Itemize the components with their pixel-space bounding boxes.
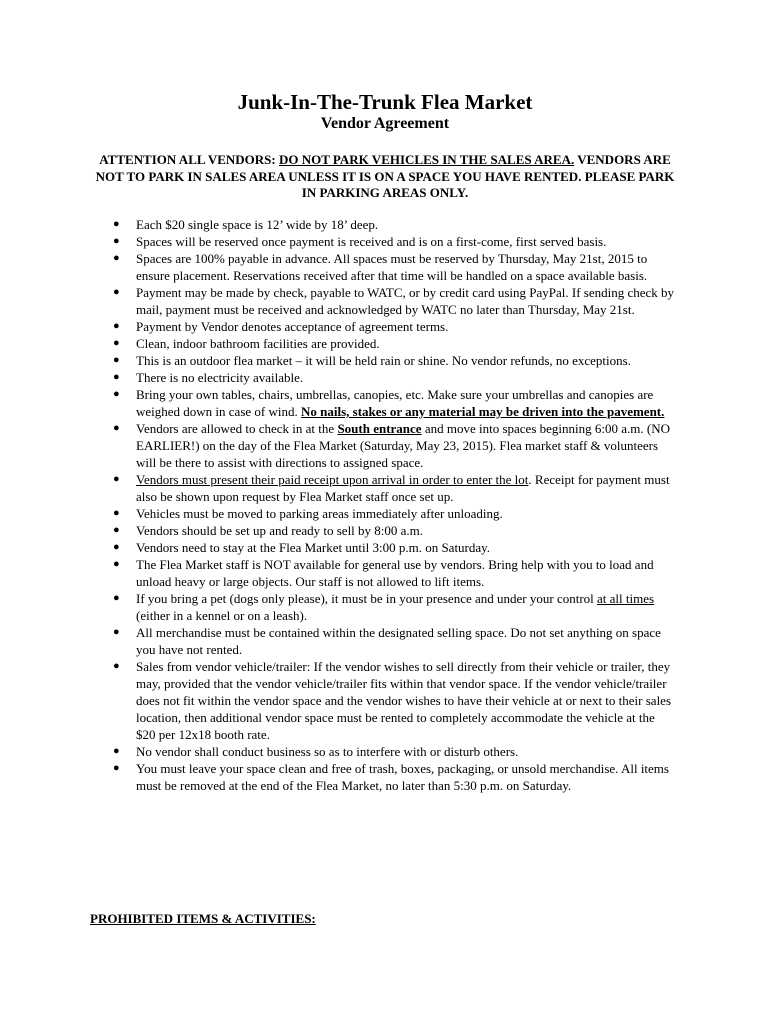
list-item: ● Each $20 single space is 12’ wide by 18’ deep. xyxy=(113,217,379,232)
bullet-icon: ● xyxy=(113,524,120,536)
no-nails-warning: No nails, stakes or any material may be driven into the pavement. xyxy=(301,404,665,419)
bullet-icon: ● xyxy=(113,541,120,553)
list-item: ● Vendors need to stay at the Flea Market until 3:00 p.m. on Saturday. xyxy=(113,540,491,555)
bullet-icon: ● xyxy=(113,354,120,366)
list-item: ● Vendors are allowed to check in at the South entrance and move into spaces beginning 6:00 a.m. (NO EARLIER!) on the day of the Flea Market (Saturday, May 23, 2015). Flea market staff & volunteers will be there to assist with directions to assigned space. xyxy=(113,421,670,470)
bullet-icon: ● xyxy=(113,286,120,298)
attention-prefix: ATTENTION ALL VENDORS: xyxy=(99,152,279,167)
list-item: ● This is an outdoor flea market – it will be held rain or shine. No vendor refunds, no exceptions. xyxy=(113,353,631,368)
bullet-icon: ● xyxy=(113,473,120,485)
bullet-icon: ● xyxy=(113,762,120,774)
south-entrance-label: South entrance xyxy=(337,421,422,436)
bullet-icon: ● xyxy=(113,422,120,434)
list-item: ● Sales from vendor vehicle/trailer: If the vendor wishes to sell directly from their vehicle or trailer, they may, provided that the vendor vehicle/trailer fits within that vendor space. If the vendor vehicle/trailer does not fit within the vendor space and the vendor wishes to have their vehicle at or next to their sales location, then additional vendor space must be rented to completely accommodate the vehicle at the $20 per 12x18 booth rate. xyxy=(113,659,672,742)
bullet-icon: ● xyxy=(113,337,120,349)
bullet-icon: ● xyxy=(113,235,120,247)
list-item: ● Vehicles must be moved to parking areas immediately after unloading. xyxy=(113,506,503,521)
list-item: ● Vendors must present their paid receipt upon arrival in order to enter the lot. Receipt for payment must also be shown upon request by Flea Market staff once set up. xyxy=(113,472,670,504)
bullet-icon: ● xyxy=(113,558,120,570)
bullet-icon: ● xyxy=(113,626,120,638)
list-item: ● Vendors should be set up and ready to sell by 8:00 a.m. xyxy=(113,523,424,538)
list-item: ● No vendor shall conduct business so as to interfere with or disturb others. xyxy=(113,744,519,759)
list-item: ● Clean, indoor bathroom facilities are provided. xyxy=(113,336,380,351)
list-item: ● Spaces are 100% payable in advance. All spaces must be reserved by Thursday, May 21st, 2015 to ensure placement. Reservations received after that time will be handled on a space available basis. xyxy=(113,251,648,283)
list-item: ● Payment may be made by check, payable to WATC, or by credit card using PayPal. If sending check by mail, payment must be received and acknowledged by WATC no later than Thursday, May 21st. xyxy=(113,285,675,317)
bullet-icon: ● xyxy=(113,218,120,230)
bullet-icon: ● xyxy=(113,660,120,672)
list-item: ● All merchandise must be contained within the designated selling space. Do not set anything on space you have not rented. xyxy=(113,625,661,657)
list-item: ● The Flea Market staff is NOT available for general use by vendors. Bring help with you to load and unload heavy or large objects. Our staff is not allowed to lift items. xyxy=(113,557,654,589)
bullet-icon: ● xyxy=(113,371,120,383)
at-all-times: at all times xyxy=(597,591,655,606)
bullet-icon: ● xyxy=(113,745,120,757)
list-item: ● Bring your own tables, chairs, umbrellas, canopies, etc. Make sure your umbrellas and canopies are weighed down in case of wind. No nails, stakes or any material may be driven into the pavement. xyxy=(113,387,665,419)
attention-underlined: DO NOT PARK VEHICLES IN THE SALES AREA. xyxy=(278,152,575,167)
list-item: ● There is no electricity available. xyxy=(113,370,304,385)
bullet-icon: ● xyxy=(113,388,120,400)
bullet-icon: ● xyxy=(113,507,120,519)
attention-rest: VENDORS ARE NOT TO PARK IN SALES AREA UNLESS IT IS ON A SPACE YOU HAVE RENTED. PLEASE PARK IN PARKING AREAS ONLY. xyxy=(95,152,675,200)
bullet-icon: ● xyxy=(113,320,120,332)
prohibited-heading: PROHIBITED ITEMS & ACTIVITIES: xyxy=(90,911,316,926)
vendor-rules-list xyxy=(0,216,770,794)
receipt-requirement: Vendors must present their paid receipt upon arrival in order to enter the lot xyxy=(136,472,529,487)
attention-notice xyxy=(88,152,682,202)
document-subtitle: Vendor Agreement xyxy=(320,115,450,132)
list-item: ● You must leave your space clean and free of trash, boxes, packaging, or unsold merchandise. All items must be removed at the end of the Flea Market, no later than 5:30 p.m. on Saturday. xyxy=(113,761,669,793)
list-item: ● Spaces will be reserved once payment is received and is on a first-come, first served basis. xyxy=(113,234,607,249)
bullet-icon: ● xyxy=(113,592,120,604)
list-item: ● Payment by Vendor denotes acceptance of agreement terms. xyxy=(113,319,449,334)
bullet-icon: ● xyxy=(113,252,120,264)
document-title: Junk-In-The-Trunk Flea Market xyxy=(237,90,533,114)
list-item: ● If you bring a pet (dogs only please), it must be in your presence and under your control at all times (either in a kennel or on a leash). xyxy=(113,591,655,623)
